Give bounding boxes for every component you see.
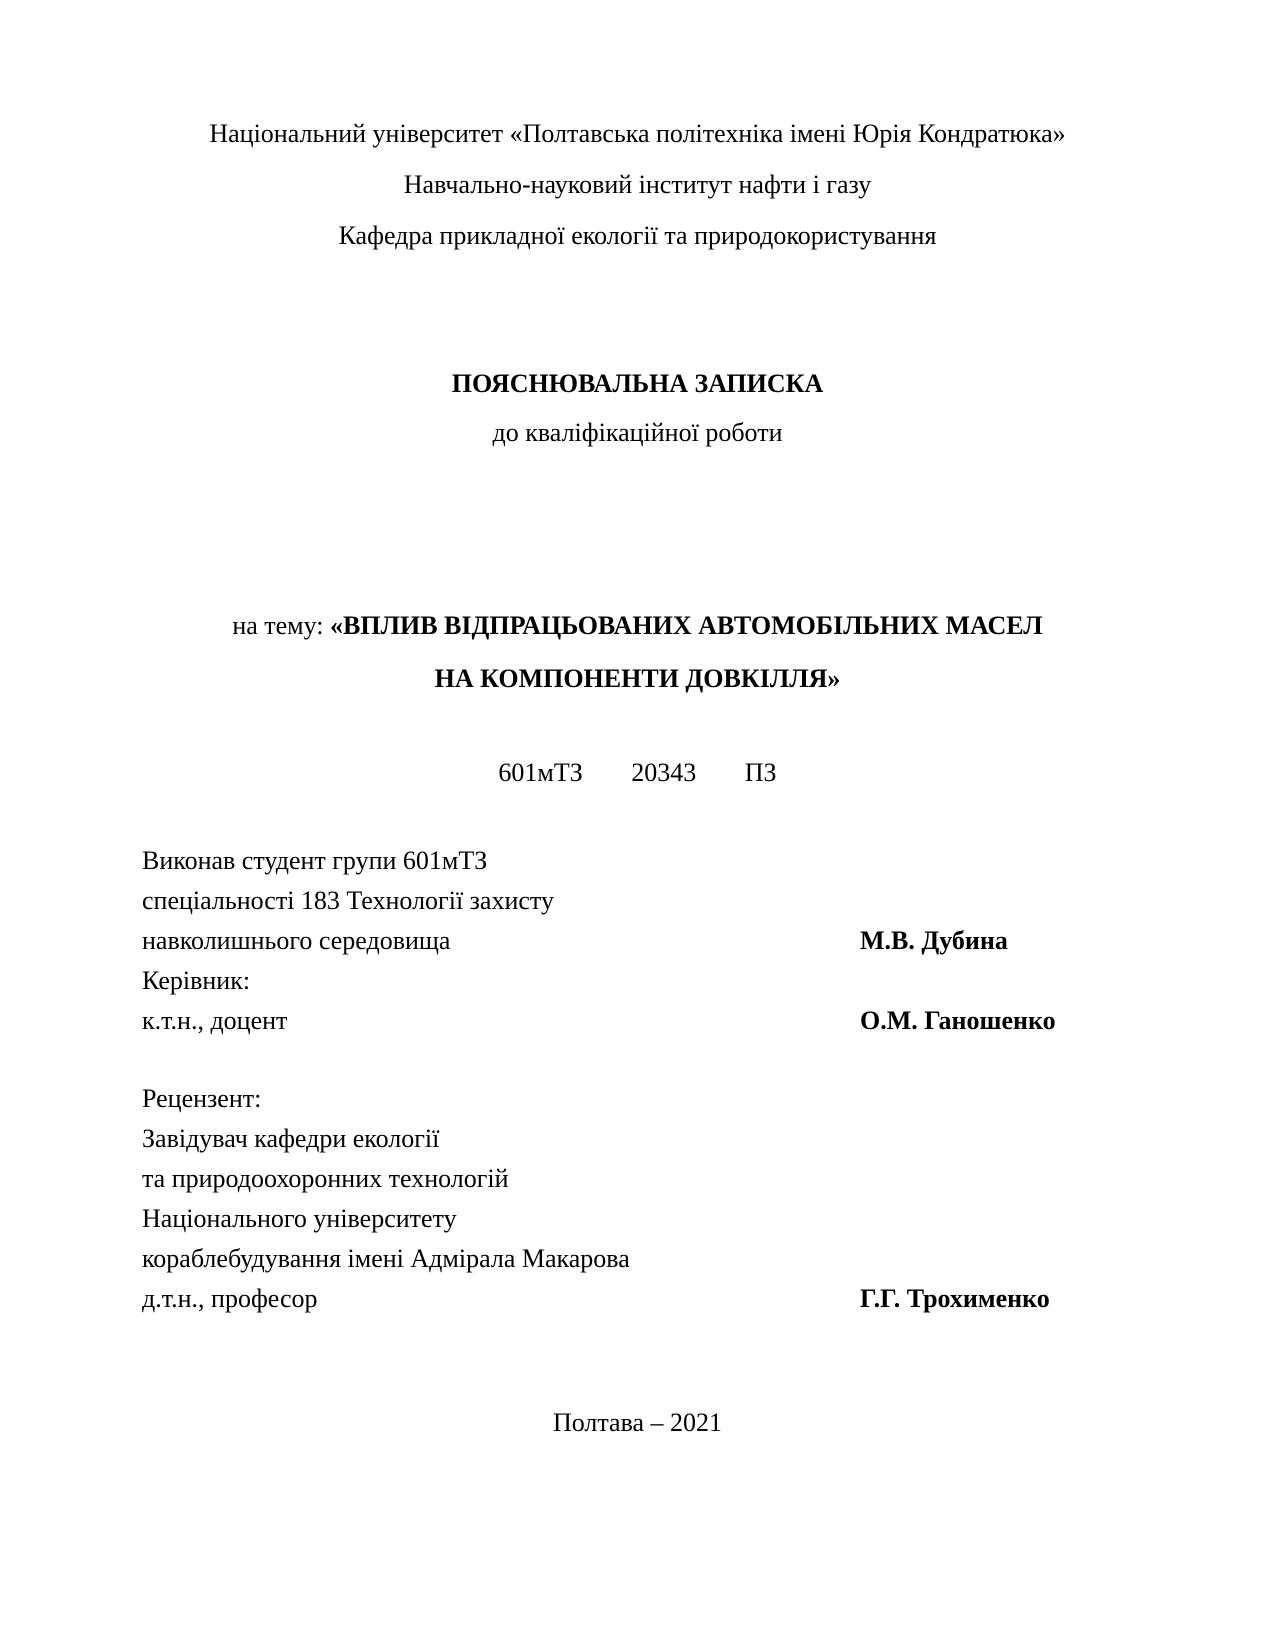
signature-name-reviewer: Г.Г. Трохименко (860, 1284, 1050, 1313)
document-subtitle: до кваліфікаційної роботи (492, 418, 783, 447)
signature-row (142, 1239, 1195, 1279)
signature-row (142, 1079, 1195, 1119)
topic-line-1 (0, 599, 1275, 652)
signature-row (142, 1001, 1195, 1041)
signature-role-text: кораблебудування імені Адмірала Макарова (142, 1244, 630, 1273)
signature-role-text: спеціальності 183 Технології захисту (142, 886, 554, 915)
signature-role-text: Завідувач кафедри екології (142, 1124, 440, 1153)
topic-title-part-1: «ВПЛИВ ВІДПРАЦЬОВАНИХ АВТОМОБІЛЬНИХ МАСЕЛ (330, 611, 1043, 640)
university-header (0, 0, 1275, 261)
signature-name-executor: М.В. Дубина (860, 926, 1008, 955)
signature-role-text: Виконав студент групи 601мТЗ (142, 846, 488, 875)
work-number: 20343 (631, 758, 697, 787)
group-code: 601мТЗ (498, 758, 583, 787)
spacer (142, 1041, 1195, 1079)
signatures-block (0, 841, 1275, 1319)
document-code (0, 753, 1275, 793)
signature-role-text: Рецензент: (142, 1084, 262, 1113)
topic-title-part-2: НА КОМПОНЕНТИ ДОВКІЛЛЯ» (434, 664, 841, 693)
footer-city-year: Полтава – 2021 (552, 1408, 723, 1437)
department-name: Кафедра прикладної екології та природокористування (338, 221, 937, 250)
institute-name: Навчально-науковий інститут нафти і газу (403, 170, 872, 199)
document-title: ПОЯСНЮВАЛЬНА ЗАПИСКА (451, 369, 824, 398)
signature-row (142, 1159, 1195, 1199)
signature-role-text: та природоохоронних технологій (142, 1164, 509, 1193)
signature-row (142, 1199, 1195, 1239)
signature-role-text: к.т.н., доцент (142, 1006, 288, 1035)
signature-role-text: д.т.н., професор (142, 1284, 318, 1313)
university-name: Національний університет «Полтавська політехніка імені Юрія Кондратюка» (209, 119, 1066, 148)
topic-prefix: на тему: (232, 611, 331, 640)
code-suffix: ПЗ (744, 758, 777, 787)
signature-row (142, 1279, 1195, 1319)
signature-name-supervisor: О.М. Ганошенко (860, 1006, 1056, 1035)
signature-row (142, 921, 1195, 961)
signature-row (142, 961, 1195, 1001)
signature-row (142, 1119, 1195, 1159)
signature-role-text: Керівник: (142, 966, 251, 995)
topic-block (0, 599, 1275, 705)
signature-role-text: Національного університету (142, 1204, 457, 1233)
signature-row (142, 841, 1195, 881)
title-block (0, 359, 1275, 457)
signature-row (142, 881, 1195, 921)
signature-role-text: навколишнього середовища (142, 926, 451, 955)
